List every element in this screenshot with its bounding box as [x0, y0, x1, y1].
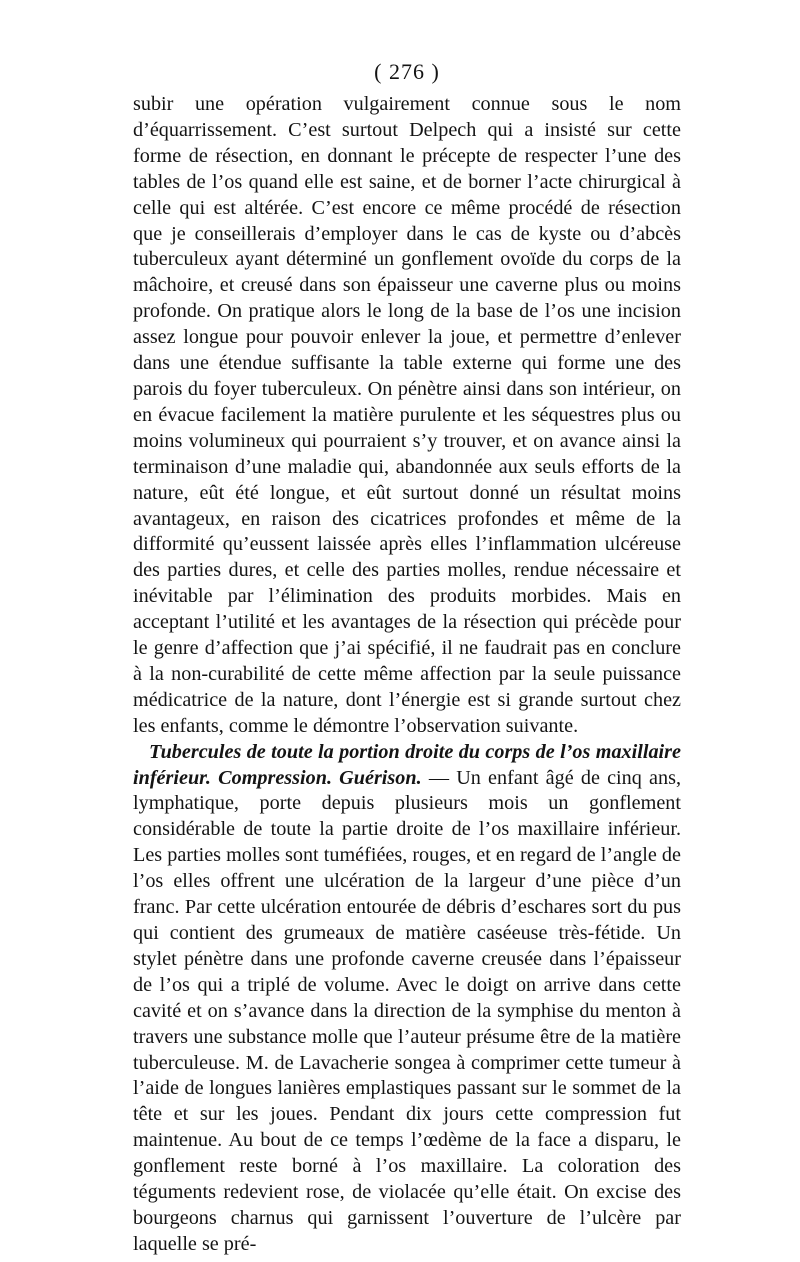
book-page	[133, 58, 681, 1258]
page-number: ( 276 )	[374, 59, 440, 84]
observation-text: — Un enfant âgé de cinq ans, lymphatique, porte depuis plusieurs mois un gonflement considérable de toute la partie droite de l’os maxillaire inférieur. Les parties molles sont tuméfiées, rouges, et en regard de l’angle de l’os elles offrent une ulcération de la largeur d’une pièce d’un franc. Par cette ulcération entourée de débris d’eschares sort du pus qui contient des grumeaux de matière caséeuse très-fétide. Un stylet pénètre dans une profonde caverne creusée dans l’épaisseur de l’os qui a triplé de volume. Avec le doigt on arrive dans cette cavité et on s’avance dans la direction de la symphise du menton à travers une substance molle que l’auteur présume être de la matière tuberculeuse. M. de Lavacherie songea à comprimer cette tumeur à l’aide de longues lanières emplastiques passant sur le sommet de la tête et sur les joues. Pendant dix jours cette compression fut maintenue. Au bout de ce temps l’œdème de la face a disparu, le gonflement reste borné à l’os maxillaire. La coloration des téguments redevient rose, de violacée qu’elle était. On excise des bourgeons charnus qui garnissent l’ouverture de l’ulcère par laquelle se pré-	[133, 766, 681, 1255]
paragraph-resection: subir une opération vulgairement connue sous le nom d’équarrissement. C’est surtout Delpech qui a insisté sur cette forme de résection, en donnant le précepte de respecter l’une des tables de l’os quand elle est saine, et de borner l’acte chirurgical à celle qui est altérée. C’est encore ce même procédé de résection que je conseillerais d’employer dans le cas de kyste ou d’abcès tuberculeux ayant déterminé un gonflement ovoïde du corps de la mâchoire, et creusé dans son épaisseur une caverne plus ou moins profonde. On pratique alors le long de la base de l’os une incision assez longue pour pouvoir enlever la joue, et permettre d’enlever dans une étendue suffisante la table externe qui forme une des parois du foyer tuberculeux. On pénètre ainsi dans son intérieur, on en évacue facilement la matière purulente et les séquestres plus ou moins volumineux qui pourraient s’y trouver, et on avance ainsi la terminaison d’une maladie qui, abandonnée aux seuls efforts de la nature, eût été longue, et eût surtout donné un résultat moins avantageux, en raison des cicatrices profondes et même de la difformité qu’eussent laissée après elles l’inflammation ulcéreuse des parties dures, et celle des parties molles, rendue nécessaire et inévitable par l’élimination des produits morbides. Mais en acceptant l’utilité et les avantages de la résection qui précède pour le genre d’affection que j’ai spécifié, il ne faudrait pas en conclure à la non-curabilité de cette même affection par la seule puissance médicatrice de la nature, dont l’énergie est si grande surtout chez les enfants, comme le démontre l’observation suivante.	[133, 93, 681, 737]
observation-title: Tubercules de toute la portion droite du corps de l’os maxillaire inférieur. Compression. Guérison.	[133, 740, 681, 789]
paragraph-observation	[133, 740, 681, 1258]
